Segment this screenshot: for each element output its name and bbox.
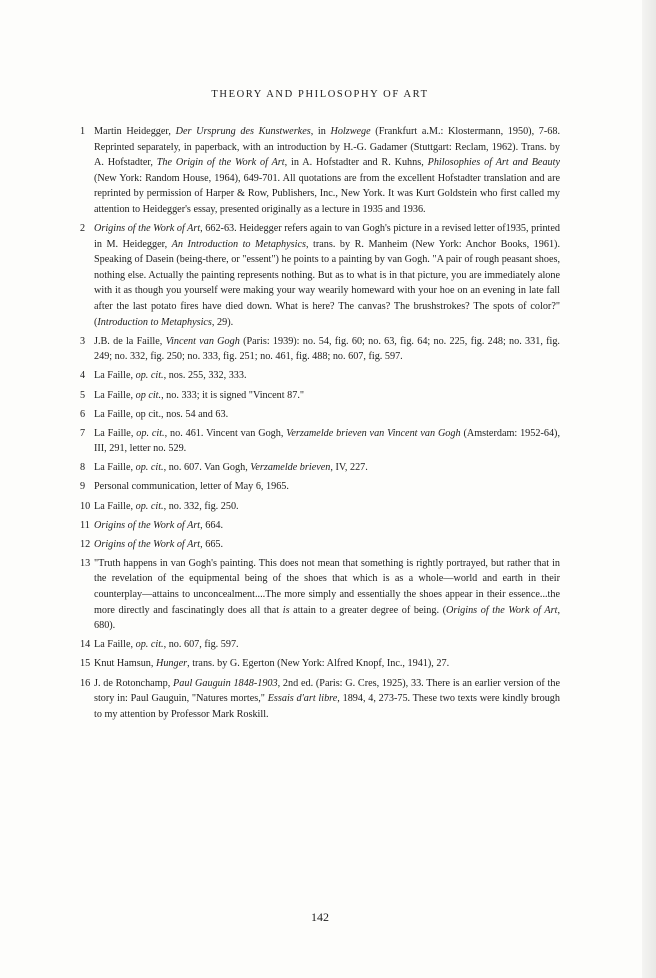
endnote-number: 8 <box>80 462 86 474</box>
endnote-text: Knut Hamsun, <box>94 658 156 670</box>
endnote-number: 5 <box>80 389 86 401</box>
endnote-title: Der Ursprung des Kunstwerkes <box>175 126 311 137</box>
endnote-text: (New York: Random House, 1964), 649-701. All quotations are from the excellent Hofstadter translation and are reprinted by permission of Harper & Row, Publishers, Inc., New York. It was Kurt Goldstein who first called my attention to Heidegger's essay, presented originally as a lecture in 1935 and 1936. <box>94 172 560 215</box>
endnote-title: Origins of the Work of Art <box>446 604 558 616</box>
endnote-text: J.B. de la Faille, <box>94 335 166 347</box>
endnote <box>80 499 560 515</box>
endnote-text: , 680). <box>94 604 560 632</box>
endnote-title: Introduction to Metaphysics <box>97 316 212 328</box>
endnote-title: Verzamelde brieven van Vincent van Gogh <box>286 427 461 439</box>
endnote <box>80 479 560 495</box>
endnote <box>80 426 560 457</box>
endnote <box>80 537 560 553</box>
endnote-number: 12 <box>80 538 91 550</box>
endnote-text: La Faille, <box>94 370 136 382</box>
endnote-text: , 1894, 4, 273-75. These two texts were kindly brough to my attention by Professor Mark Roskill. <box>94 693 560 720</box>
endnote-title: op cit. <box>135 389 162 401</box>
endnote <box>80 368 560 384</box>
endnote-text: (Frankfurt a.M.: Klostermann, 1950), 7-68. Reprinted separately, in paperback, with an introduction by H.-G. Gadamer (Stuttgart: Reclam, 1962). Trans. by A. Hofstadter, <box>94 126 560 169</box>
endnote-title: Verzamelde brieven <box>250 462 331 474</box>
endnote-text: La Faille, <box>94 462 136 474</box>
endnote-number: 15 <box>80 658 91 670</box>
endnote <box>80 656 560 672</box>
endnote-number: 3 <box>80 335 86 347</box>
endnote-title: op. cit. <box>135 500 164 512</box>
endnote-text: , trans. by G. Egerton (New York: Alfred Knopf, Inc., 1941), 27. <box>187 658 450 670</box>
endnote-number: 14 <box>80 639 91 651</box>
endnote-title: An Introduction to Metaphysics <box>171 238 306 250</box>
page-number: 142 <box>311 910 329 924</box>
endnote-title: is <box>282 604 290 616</box>
endnote-number: 13 <box>80 557 91 569</box>
endnote-text: La Faille, op cit., nos. 54 and 63. <box>94 408 229 420</box>
endnote-text: J. de Rotonchamp, <box>94 677 174 689</box>
endnote-text: Personal communication, letter of May 6, 1965. <box>94 481 289 493</box>
endnote-title: Paul Gauguin 1848-1903 <box>173 677 278 689</box>
endnote-text: (Amsterdam: 1952-64), III, 291, letter no. 529. <box>94 427 560 455</box>
endnote-text: , in <box>310 126 331 137</box>
endnote-number: 9 <box>80 481 86 493</box>
endnote-text: La Faille, <box>94 639 136 651</box>
endnote-number: 2 <box>80 223 86 235</box>
endnote <box>80 637 560 653</box>
endnote-text: Martin Heidegger, <box>94 126 176 137</box>
endnote <box>80 460 560 476</box>
endnote-text: (Paris: 1939): no. 54, fig. 60; no. 63, fig. 64; no. 225, fig. 248; no. 331, fig. 249; no. 332, fig. 250; no. 333, fig. 251; no. 461, fig. 488; no. 607, fig. 597. <box>94 335 560 363</box>
endnote-text: attain to a greater degree of being. ( <box>289 604 446 616</box>
endnote-text: La Faille, <box>94 427 137 439</box>
running-head: THEORY AND PHILOSOPHY OF ART <box>211 89 429 100</box>
endnote-number: 6 <box>80 408 86 420</box>
endnote-text: , 2nd ed. (Paris: G. Cres, 1925), 33. There is an earlier version of the story in: Paul Gauguin, "Natures mortes," <box>94 677 560 705</box>
endnote <box>80 388 560 404</box>
endnote-text: , nos. 255, 332, 333. <box>163 370 247 382</box>
endnote-text: , 29). <box>211 316 234 328</box>
endnote-text: , no. 333; it is signed "Vincent 87." <box>161 389 305 401</box>
endnote-text: , no. 607, fig. 597. <box>163 639 239 651</box>
endnote <box>80 556 560 634</box>
endnote-number: 11 <box>80 519 90 531</box>
endnote <box>80 407 560 423</box>
endnote <box>80 124 560 218</box>
endnote-number: 4 <box>80 370 86 382</box>
endnote-number: 7 <box>80 427 86 439</box>
endnote-title: Vincent van Gogh <box>165 335 240 347</box>
endnote-number: 10 <box>80 500 91 512</box>
endnote <box>80 518 560 534</box>
endnote-title: Origins of the Work of Art <box>94 538 201 550</box>
endnote <box>80 221 560 330</box>
endnote-title: op. cit. <box>136 427 165 439</box>
endnote-title: Origins of the Work of Art <box>94 223 201 235</box>
endnote-text: La Faille, <box>94 389 136 401</box>
endnotes-list <box>80 124 560 726</box>
endnote-title: op. cit. <box>135 370 164 382</box>
endnote-title: Hunger <box>155 658 188 670</box>
endnote-title: Essais d'art libre <box>267 693 338 705</box>
endnote-text: , in A. Hofstadter and R. Kuhns, <box>284 157 428 169</box>
page-edge <box>642 0 656 978</box>
endnote-text: , no. 607. Van Gogh, <box>163 462 251 474</box>
endnote-title: op. cit. <box>135 462 164 474</box>
endnote-title: Holzwege <box>330 126 371 137</box>
endnote-text: "Truth happens in van Gogh's painting. This does not mean that something is rightly portrayed, but rather that in the revelation of the equipmental being of the shoes that which is as a whole—world and earth in their counterplay—attains to unconcealment....The more simply and essentially the shoes appear in their essence...the more directly and fascinatingly does all that <box>94 557 560 616</box>
endnote-title: Origins of the Work of Art <box>94 519 201 531</box>
endnote-number: 1 <box>80 126 86 137</box>
endnote-title: op. cit. <box>135 639 164 651</box>
endnote-text: , IV, 227. <box>330 462 368 474</box>
endnote <box>80 334 560 365</box>
endnote-text: La Faille, <box>94 500 136 512</box>
endnote-text: , no. 461. Vincent van Gogh, <box>164 427 287 439</box>
endnote-text: , 662-63. Heidegger refers again to van Gogh's picture in a revised letter of1935, printed in M. Heidegger, <box>94 223 560 250</box>
endnote-title: The Origin of the Work of Art <box>156 157 285 169</box>
endnote-text: , trans. by R. Manheim (New York: Anchor Books, 1961). Speaking of Dasein (being-there, or "essent") he points to a painting by van Gogh. "A pair of rough peasant shoes, nothing else. Actually the painting represents nothing. But as to what is in that picture, you are immediately alone with it as though you yourself were making your way wearily homeward with your hoe on an evening in late fall after the last potato fires have died down. What is here? The canvas? The brushstrokes? The spots of color?" ( <box>94 238 560 328</box>
endnote-text: , no. 332, fig. 250. <box>163 500 239 512</box>
endnote-text: , 664. <box>200 519 224 531</box>
endnote-text: , 665. <box>200 538 224 550</box>
endnote-title: Philosophies of Art and Beauty <box>427 157 560 169</box>
endnote-number: 16 <box>80 677 91 689</box>
endnote <box>80 676 560 723</box>
